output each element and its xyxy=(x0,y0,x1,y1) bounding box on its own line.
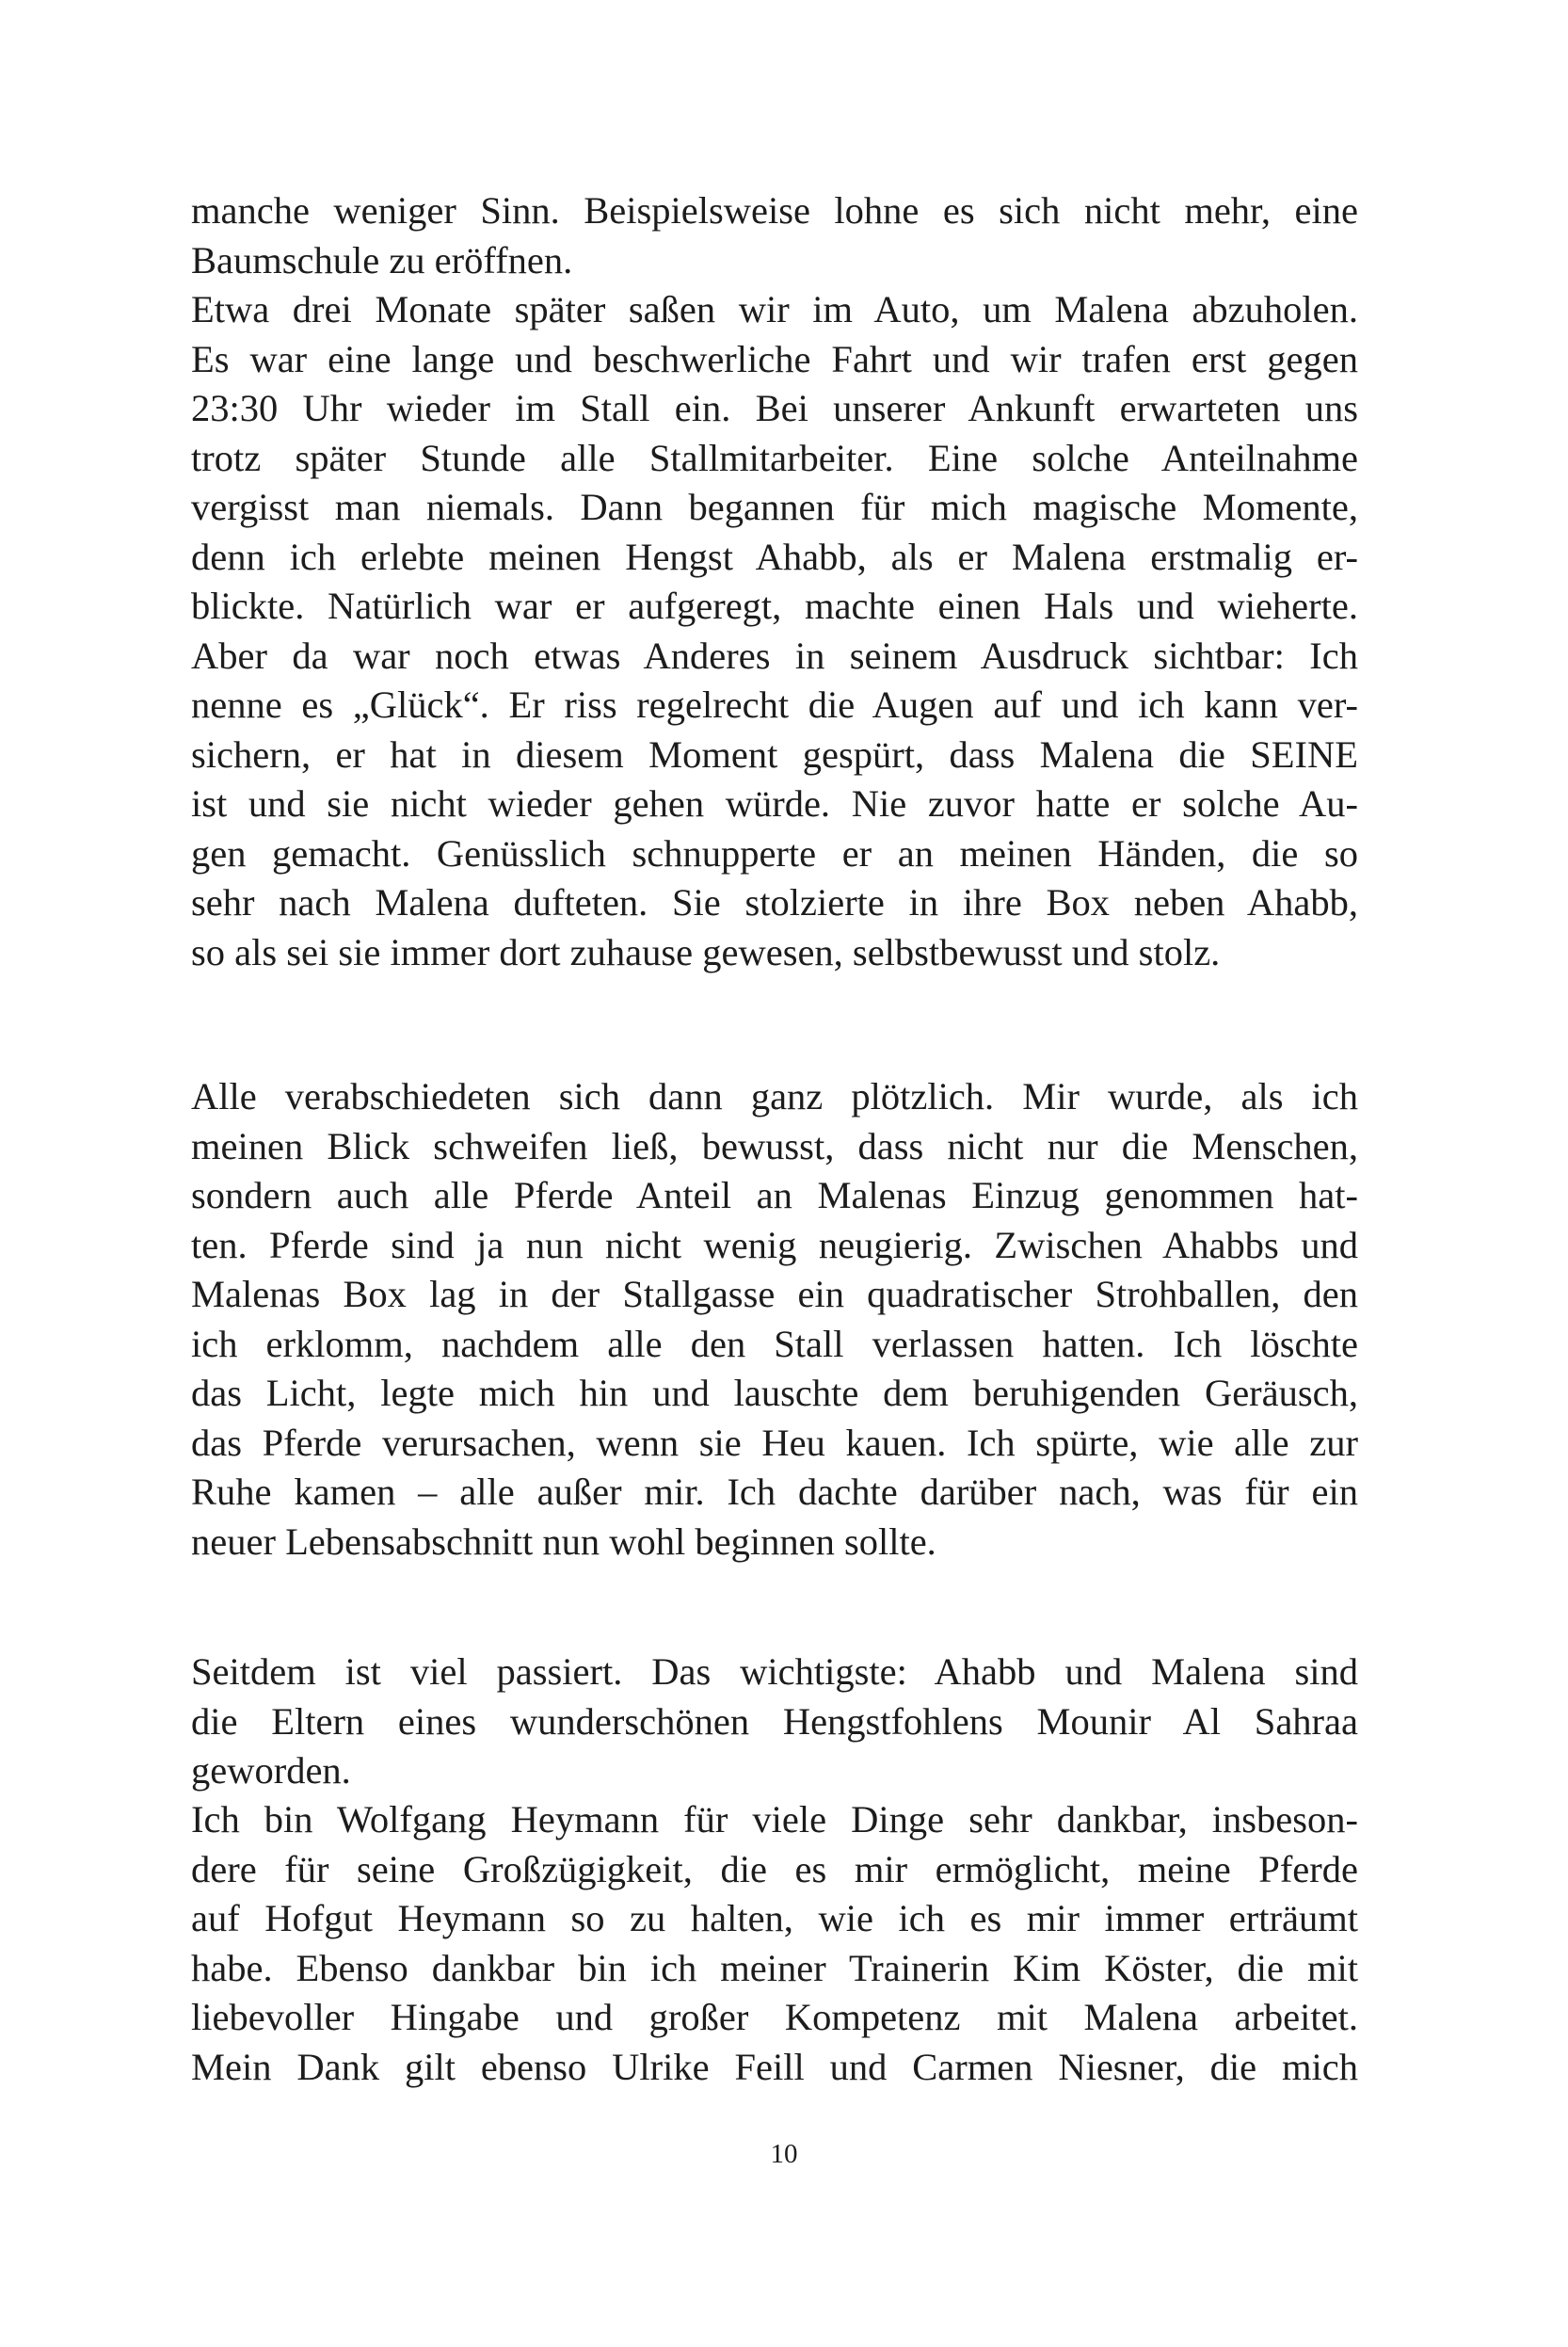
text-line: neuer Lebensabschnitt nun wohl beginnen sollte. xyxy=(191,1519,936,1563)
text-line: sondern auch alle Pferde Anteil an Malenas Einzug genommen hat- xyxy=(191,1174,1358,1216)
text-line: habe. Ebenso dankbar bin ich meiner Trainerin Kim Köster, die mit xyxy=(191,1946,1358,1989)
text-line: Mein Dank gilt ebenso Ulrike Feill und Carmen Niesner, die mich xyxy=(191,2045,1358,2088)
text-line: 23:30 Uhr wieder im Stall ein. Bei unserer Ankunft erwarteten uns xyxy=(191,387,1358,429)
paragraph-1 xyxy=(191,186,1358,285)
text-line: gen gemacht. Genüsslich schnupperte er an meinen Händen, die so xyxy=(191,831,1358,875)
text-line: Alle verabschiedeten sich dann ganz plötzlich. Mir wurde, als ich xyxy=(191,1075,1358,1117)
text-line: nenne es „Glück“. Er riss regelrecht die Augen auf und ich kann ver- xyxy=(191,683,1358,726)
text-line: vergisst man niemals. Dann begannen für mich magische Momente, xyxy=(191,486,1358,528)
text-line: Ruhe kamen – alle außer mir. Ich dachte darüber nach, was für ein xyxy=(191,1471,1358,1513)
text-line: ten. Pferde sind ja nun nicht wenig neugierig. Zwischen Ahabbs und xyxy=(191,1223,1358,1266)
text-line: auf Hofgut Heymann so zu halten, wie ich es mir immer erträumt xyxy=(191,1897,1358,1939)
paragraph-4 xyxy=(191,1648,1358,1796)
text-line: sichern, er hat in diesem Moment gespürt, dass Malena die SEINE xyxy=(191,732,1358,776)
text-line: Aber da war noch etwas Anderes in seinem Ausdruck sichtbar: Ich xyxy=(191,634,1358,677)
page-number: 10 xyxy=(770,2139,798,2169)
text-line: die Eltern eines wunderschönen Hengstfohlens Mounir Al Sahraa xyxy=(191,1699,1358,1743)
text-line: sehr nach Malena dufteten. Sie stolzierte in ihre Box neben Ahabb, xyxy=(191,881,1358,924)
text-line: liebevoller Hingabe und großer Kompetenz mit Malena arbeitet. xyxy=(191,1996,1358,2038)
text-line: trotz später Stunde alle Stallmitarbeiter. Eine solche Anteilnahme xyxy=(191,436,1358,479)
text-line: meinen Blick schweifen ließ, bewusst, dass nicht nur die Menschen, xyxy=(191,1124,1358,1167)
text-line: ich erklomm, nachdem alle den Stall verlassen hatten. Ich löschte xyxy=(191,1322,1358,1365)
text-line: Malenas Box lag in der Stallgasse ein quadratischer Strohballen, den xyxy=(191,1273,1358,1315)
text-line: geworden. xyxy=(191,1749,351,1792)
paragraph-5 xyxy=(191,1795,1358,2092)
text-line: blickte. Natürlich war er aufgeregt, machte einen Hals und wieherte. xyxy=(191,585,1358,627)
paragraph-2 xyxy=(191,285,1358,977)
text-line: das Licht, legte mich hin und lauschte dem beruhigenden Geräusch, xyxy=(191,1372,1358,1414)
text-line: dere für seine Großzügigkeit, die es mir ermöglicht, meine Pferde xyxy=(191,1847,1358,1890)
text-line: Ich bin Wolfgang Heymann für viele Dinge sehr dankbar, insbeson- xyxy=(191,1798,1358,1841)
text-line: das Pferde verursachen, wenn sie Heu kauen. Ich spürte, wie alle zur xyxy=(191,1421,1358,1464)
text-line: manche weniger Sinn. Beispielsweise lohne es sich nicht mehr, eine xyxy=(191,189,1358,232)
text-line: Es war eine lange und beschwerliche Fahrt und wir trafen erst gegen xyxy=(191,337,1358,380)
text-line: Seitdem ist viel passiert. Das wichtigste: Ahabb und Malena sind xyxy=(191,1650,1358,1693)
text-line: Etwa drei Monate später saßen wir im Auto, um Malena abzuholen. xyxy=(191,288,1358,330)
text-line: denn ich erlebte meinen Hengst Ahabb, als er Malena erstmalig er- xyxy=(191,535,1358,578)
text-line: so als sei sie immer dort zuhause gewesen, selbstbewusst und stolz. xyxy=(191,930,1221,973)
paragraph-3 xyxy=(191,1072,1358,1567)
text-line: ist und sie nicht wieder gehen würde. Nie zuvor hatte er solche Au- xyxy=(191,782,1358,825)
text-line: Baumschule zu eröffnen. xyxy=(191,238,573,281)
